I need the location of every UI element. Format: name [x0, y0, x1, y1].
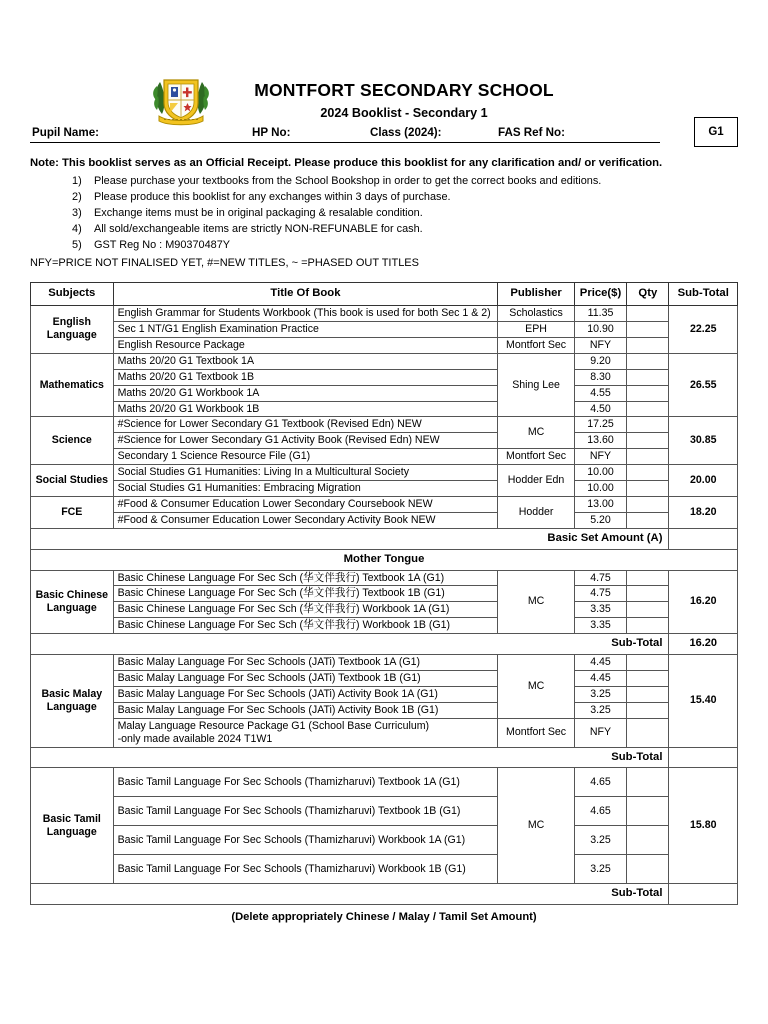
- book-title-cell: Basic Chinese Language For Sec Sch (华文伴我行) Textbook 1B (G1): [113, 586, 498, 602]
- note-list: [30, 174, 738, 254]
- basic-set-amount-row: [31, 528, 738, 549]
- subject-cell: FCE: [31, 497, 114, 529]
- book-title-cell: Maths 20/20 G1 Workbook 1B: [113, 401, 498, 417]
- price-cell: 3.35: [574, 602, 626, 618]
- book-title-cell: Sec 1 NT/G1 English Examination Practice: [113, 321, 498, 337]
- table-row: [31, 417, 738, 433]
- price-cell: NFY: [574, 718, 626, 747]
- qty-cell[interactable]: [627, 586, 669, 602]
- subtotal-cell: 30.85: [669, 417, 738, 465]
- qty-cell[interactable]: [627, 513, 669, 529]
- basic-set-amount-label: Basic Set Amount (A): [31, 528, 669, 549]
- qty-cell[interactable]: [627, 481, 669, 497]
- crest-svg: [150, 70, 212, 130]
- col-qty: Qty: [627, 283, 669, 306]
- school-crest-icon: [138, 70, 224, 130]
- qty-cell[interactable]: [627, 353, 669, 369]
- qty-cell[interactable]: [627, 306, 669, 322]
- subject-cell: Basic Chinese Language: [31, 570, 114, 634]
- book-title-cell: #Science for Lower Secondary G1 Textbook (Revised Edn) NEW: [113, 417, 498, 433]
- school-name: MONTFORT SECONDARY SCHOOL: [254, 80, 554, 101]
- pupil-details-line: [30, 126, 660, 143]
- table-row: [31, 481, 738, 497]
- price-cell: 10.00: [574, 481, 626, 497]
- table-row: [31, 855, 738, 884]
- table-row: [31, 385, 738, 401]
- qty-cell[interactable]: [627, 618, 669, 634]
- footer-note: (Delete appropriately Chinese / Malay / Tamil Set Amount): [231, 911, 537, 924]
- booklist-subtitle: 2024 Booklist - Secondary 1: [320, 105, 488, 120]
- legend-line: NFY=PRICE NOT FINALISED YET, #=NEW TITLES, ~ =PHASED OUT TITLES: [30, 256, 419, 269]
- subtotal-cell: 16.20: [669, 570, 738, 634]
- subtotal-cell: 15.80: [669, 768, 738, 884]
- col-publisher: Publisher: [498, 283, 575, 306]
- table-row: [31, 702, 738, 718]
- qty-cell[interactable]: [627, 433, 669, 449]
- note-item: GST Reg No : M90370487Y: [94, 238, 231, 251]
- book-title-cell: Social Studies G1 Humanities: Embracing Migration: [113, 481, 498, 497]
- price-cell: 4.75: [574, 570, 626, 586]
- mother-tongue-band: [31, 549, 738, 570]
- book-title-cell: Maths 20/20 G1 Workbook 1A: [113, 385, 498, 401]
- table-header-row: [31, 283, 738, 306]
- mt-subtotal-label: Sub-Total: [31, 884, 669, 905]
- subject-cell: Social Studies: [31, 465, 114, 497]
- table-row: [31, 602, 738, 618]
- table-row: [31, 353, 738, 369]
- publisher-cell: MC: [498, 570, 575, 634]
- book-title-cell: Basic Tamil Language For Sec Schools (Thamizharuvi) Workbook 1B (G1): [113, 855, 498, 884]
- col-subtotal: Sub-Total: [669, 283, 738, 306]
- price-cell: 13.00: [574, 497, 626, 513]
- table-row: [31, 306, 738, 322]
- table-row: [31, 570, 738, 586]
- mt-subtotal-row: [31, 634, 738, 655]
- price-cell: 3.25: [574, 855, 626, 884]
- qty-cell[interactable]: [627, 702, 669, 718]
- book-title-cell: Basic Malay Language For Sec Schools (JATi) Activity Book 1A (G1): [113, 686, 498, 702]
- mother-tongue-band-label: Mother Tongue: [31, 549, 738, 570]
- qty-cell[interactable]: [627, 401, 669, 417]
- mt-subtotal-row: [31, 884, 738, 905]
- qty-cell[interactable]: [627, 570, 669, 586]
- subtotal-cell: 18.20: [669, 497, 738, 529]
- price-cell: 3.25: [574, 702, 626, 718]
- book-title-cell: Maths 20/20 G1 Textbook 1B: [113, 369, 498, 385]
- table-row: [31, 826, 738, 855]
- price-cell: NFY: [574, 337, 626, 353]
- publisher-cell: Scholastics: [498, 306, 575, 322]
- book-title-cell: Basic Tamil Language For Sec Schools (Thamizharuvi) Textbook 1A (G1): [113, 768, 498, 797]
- book-title-cell: Basic Chinese Language For Sec Sch (华文伴我行) Textbook 1A (G1): [113, 570, 498, 586]
- table-row: [31, 797, 738, 826]
- table-row: [31, 513, 738, 529]
- title-block: [234, 80, 574, 120]
- subject-cell: Science: [31, 417, 114, 465]
- book-title-cell: Secondary 1 Science Resource File (G1): [113, 449, 498, 465]
- book-title-cell: English Resource Package: [113, 337, 498, 353]
- note-item: All sold/exchangeable items are strictly NON-REFUNABLE for cash.: [94, 223, 423, 236]
- qty-cell[interactable]: [627, 497, 669, 513]
- table-row: [31, 670, 738, 686]
- book-title-cell: Basic Malay Language For Sec Schools (JATi) Textbook 1A (G1): [113, 654, 498, 670]
- subject-cell: Basic Malay Language: [31, 654, 114, 747]
- notes-section: [30, 156, 738, 271]
- publisher-cell: Hodder Edn: [498, 465, 575, 497]
- table-row: [31, 654, 738, 670]
- mt-subtotal-label: Sub-Total: [31, 747, 669, 768]
- table-row: [31, 768, 738, 797]
- qty-cell[interactable]: [627, 602, 669, 618]
- table-row: [31, 718, 738, 747]
- col-title: Title Of Book: [113, 283, 498, 306]
- table-row: [31, 449, 738, 465]
- price-cell: 10.00: [574, 465, 626, 481]
- price-cell: 4.65: [574, 797, 626, 826]
- price-cell: 4.65: [574, 768, 626, 797]
- table-row: [31, 586, 738, 602]
- mt-subtotal-value[interactable]: [669, 884, 738, 905]
- mt-subtotal-value[interactable]: 16.20: [669, 634, 738, 655]
- qty-cell[interactable]: [627, 718, 669, 747]
- qty-cell[interactable]: [627, 686, 669, 702]
- book-title-cell: Basic Malay Language For Sec Schools (JATi) Textbook 1B (G1): [113, 670, 498, 686]
- qty-cell[interactable]: [627, 449, 669, 465]
- qty-cell[interactable]: [627, 465, 669, 481]
- publisher-cell: MC: [498, 654, 575, 718]
- table-row: [31, 465, 738, 481]
- price-cell: NFY: [574, 449, 626, 465]
- table-row: [31, 369, 738, 385]
- col-subjects: Subjects: [31, 283, 114, 306]
- qty-cell[interactable]: [627, 670, 669, 686]
- publisher-cell: EPH: [498, 321, 575, 337]
- qty-cell[interactable]: [627, 369, 669, 385]
- price-cell: 8.30: [574, 369, 626, 385]
- hp-no-label: HP No:: [252, 126, 291, 139]
- price-cell: 10.90: [574, 321, 626, 337]
- price-cell: 3.25: [574, 826, 626, 855]
- col-price: Price($): [574, 283, 626, 306]
- publisher-cell: Montfort Sec: [498, 337, 575, 353]
- table-row: [31, 433, 738, 449]
- price-cell: 3.25: [574, 686, 626, 702]
- price-cell: 4.50: [574, 401, 626, 417]
- price-cell: 17.25: [574, 417, 626, 433]
- price-cell: 11.35: [574, 306, 626, 322]
- book-title-cell: Basic Malay Language For Sec Schools (JATi) Activity Book 1B (G1): [113, 702, 498, 718]
- fas-ref-no-label: FAS Ref No:: [498, 126, 565, 139]
- mt-subtotal-label: Sub-Total: [31, 634, 669, 655]
- note-item: Please purchase your textbooks from the School Bookshop in order to get the correct books and editions.: [94, 175, 602, 188]
- qty-cell[interactable]: [627, 768, 669, 797]
- price-cell: 5.20: [574, 513, 626, 529]
- note-item: Please produce this booklist for any exchanges within 3 days of purchase.: [94, 191, 451, 204]
- book-title-cell: Basic Chinese Language For Sec Sch (华文伴我行) Workbook 1B (G1): [113, 618, 498, 634]
- subject-cell: English Language: [31, 306, 114, 354]
- mt-subtotal-value[interactable]: [669, 747, 738, 768]
- note-item: Exchange items must be in original packaging & resalable condition.: [94, 207, 423, 220]
- subtotal-cell: 20.00: [669, 465, 738, 497]
- price-cell: 4.45: [574, 670, 626, 686]
- pupil-name-label: Pupil Name:: [32, 126, 99, 139]
- subject-cell: Basic Tamil Language: [31, 768, 114, 884]
- publisher-cell: Montfort Sec: [498, 449, 575, 465]
- book-title-cell: Malay Language Resource Package G1 (School Base Curriculum) -only made available 2024 T1W1: [113, 718, 498, 747]
- qty-cell[interactable]: [627, 654, 669, 670]
- price-cell: 9.20: [574, 353, 626, 369]
- subtotal-cell: 22.25: [669, 306, 738, 354]
- qty-cell[interactable]: [627, 321, 669, 337]
- book-title-cell: Basic Tamil Language For Sec Schools (Thamizharuvi) Textbook 1B (G1): [113, 797, 498, 826]
- publisher-cell: Shing Lee: [498, 353, 575, 417]
- publisher-cell: MC: [498, 768, 575, 884]
- table-row: [31, 337, 738, 353]
- mt-subtotal-row: [31, 747, 738, 768]
- class-label: Class (2024):: [370, 126, 442, 139]
- book-title-cell: #Food & Consumer Education Lower Secondary Coursebook NEW: [113, 497, 498, 513]
- table-body: [31, 306, 738, 905]
- book-title-cell: Basic Chinese Language For Sec Sch (华文伴我行) Workbook 1A (G1): [113, 602, 498, 618]
- qty-cell[interactable]: [627, 826, 669, 855]
- book-title-cell: #Science for Lower Secondary G1 Activity Book (Revised Edn) NEW: [113, 433, 498, 449]
- publisher-cell: MC: [498, 417, 575, 449]
- booklist-table: [30, 282, 738, 905]
- book-title-cell: #Food & Consumer Education Lower Secondary Activity Book NEW: [113, 513, 498, 529]
- book-title-cell: Basic Tamil Language For Sec Schools (Thamizharuvi) Workbook 1A (G1): [113, 826, 498, 855]
- qty-cell[interactable]: [627, 417, 669, 433]
- book-title-cell: English Grammar for Students Workbook (This book is used for both Sec 1 & 2): [113, 306, 498, 322]
- note-heading: Note: This booklist serves as an Official Receipt. Please produce this booklist for any clarification and/ or verification.: [30, 157, 663, 169]
- price-cell: 13.60: [574, 433, 626, 449]
- subtotal-cell: 26.55: [669, 353, 738, 417]
- qty-cell[interactable]: [627, 385, 669, 401]
- subject-cell: Mathematics: [31, 353, 114, 417]
- book-title-cell: Social Studies G1 Humanities: Living In a Multicultural Society: [113, 465, 498, 481]
- table-row: [31, 321, 738, 337]
- table-row: [31, 497, 738, 513]
- subtotal-cell: 15.40: [669, 654, 738, 747]
- publisher-cell: Montfort Sec: [498, 718, 575, 747]
- table-row: [31, 686, 738, 702]
- qty-cell[interactable]: [627, 337, 669, 353]
- book-title-cell: Maths 20/20 G1 Textbook 1A: [113, 353, 498, 369]
- price-cell: 4.45: [574, 654, 626, 670]
- publisher-cell: Hodder: [498, 497, 575, 529]
- table-header: [31, 283, 738, 306]
- price-cell: 4.75: [574, 586, 626, 602]
- table-row: [31, 618, 738, 634]
- price-cell: 4.55: [574, 385, 626, 401]
- qty-cell[interactable]: [627, 797, 669, 826]
- price-cell: 3.35: [574, 618, 626, 634]
- basic-set-amount-value[interactable]: [669, 528, 738, 549]
- qty-cell[interactable]: [627, 855, 669, 884]
- table-row: [31, 401, 738, 417]
- grade-badge: G1: [694, 117, 738, 147]
